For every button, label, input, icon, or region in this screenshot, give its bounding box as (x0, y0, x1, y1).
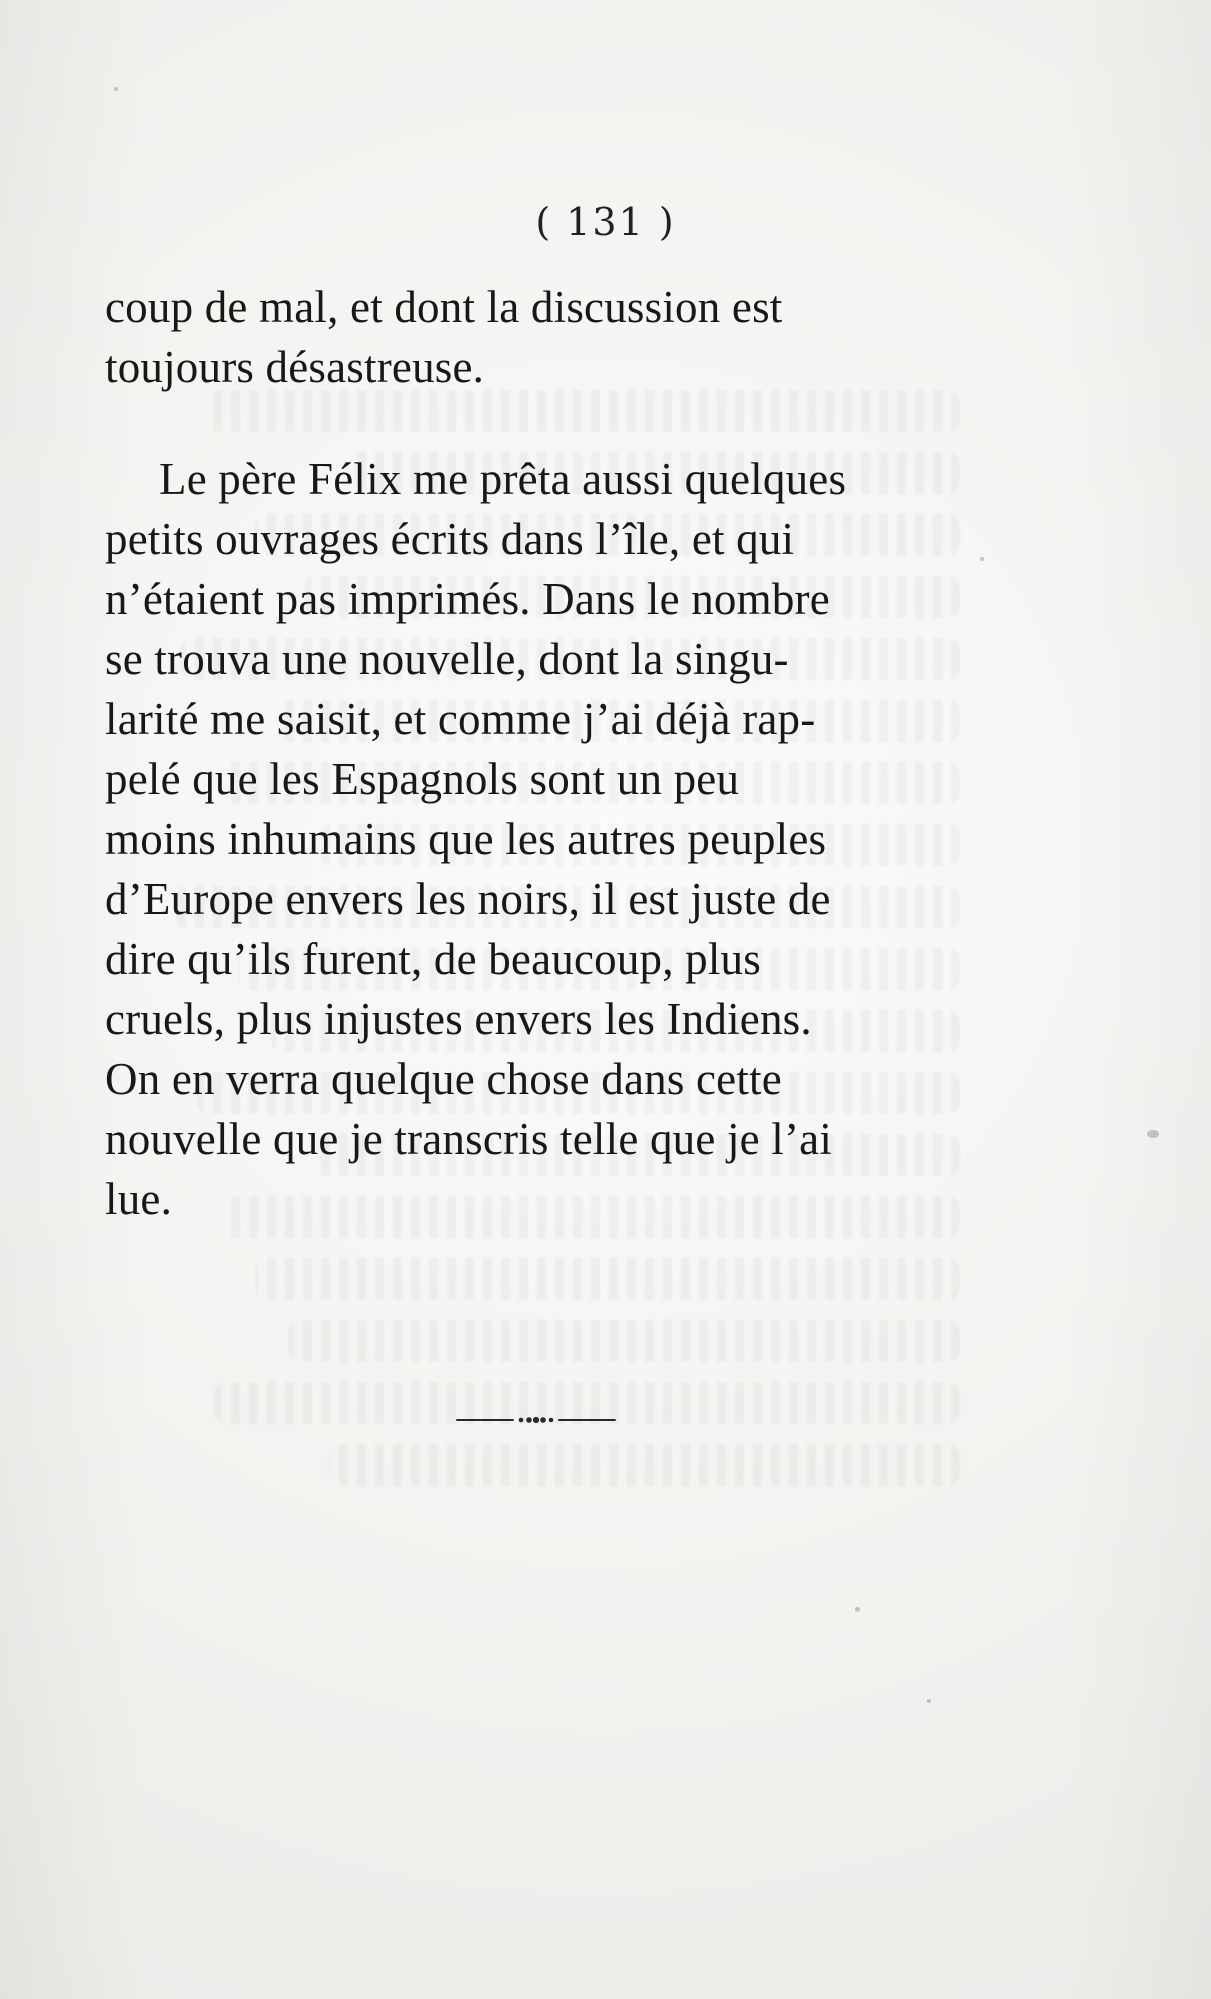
text-line: petits ouvrages écrits dans l’île, et qui (105, 514, 795, 564)
text-line: se trouva une nouvelle, dont la singu- (105, 634, 789, 684)
paragraph-2 (105, 449, 932, 1229)
text-line: moins inhumains que les autres peuples (105, 814, 827, 864)
page-text (105, 277, 932, 1229)
page-number: ( 131 ) (535, 200, 676, 244)
paper-speck (114, 87, 118, 91)
paper-speck (855, 1607, 860, 1612)
paragraph-1 (105, 277, 932, 397)
text-line: Le père Félix me prêta aussi quelques (159, 454, 847, 504)
text-line: On en verra quelque chose dans cette (105, 1054, 782, 1104)
paper-speck (1147, 1130, 1159, 1138)
paper-speck (927, 1699, 931, 1703)
text-line: nouvelle que je transcris telle que je l’ai (105, 1114, 833, 1164)
text-line: lue. (105, 1174, 173, 1224)
text-line: toujours désastreuse. (105, 342, 485, 392)
paper-speck (980, 557, 984, 561)
text-line: n’étaient pas imprimés. Dans le nombre (105, 574, 830, 624)
text-line: pelé que les Espagnols sont un peu (105, 754, 740, 804)
text-line: dire qu’ils furent, de beaucoup, plus (105, 934, 761, 984)
text-line: d’Europe envers les noirs, il est juste de (105, 874, 831, 924)
text-line: coup de mal, et dont la discussion est (105, 282, 783, 332)
text-line: larité me saisit, et comme j’ai déjà rap- (105, 694, 816, 744)
text-line: cruels, plus injustes envers les Indiens. (105, 994, 812, 1044)
decorative-rule-icon (455, 1414, 617, 1426)
